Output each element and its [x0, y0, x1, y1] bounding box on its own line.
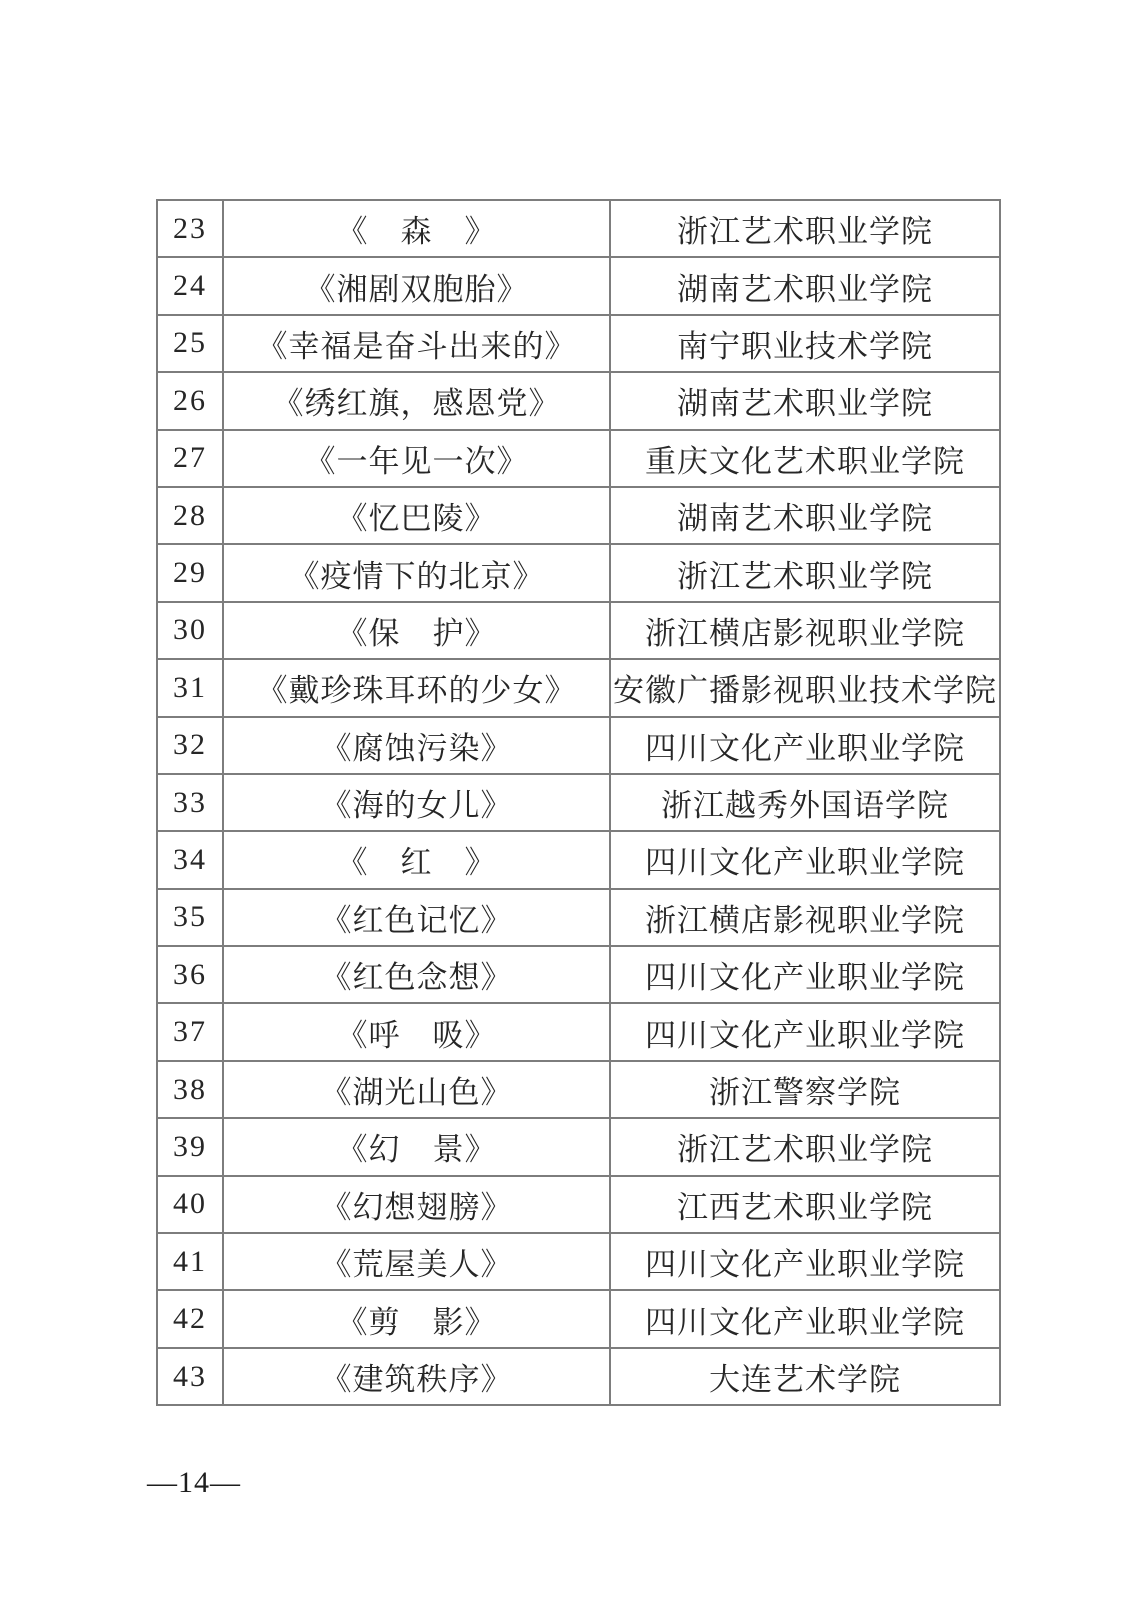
college-name: 湖南艺术职业学院	[610, 372, 1000, 429]
table-row	[157, 602, 1000, 659]
work-title: 《红色念想》	[223, 946, 610, 1003]
row-index: 42	[157, 1290, 223, 1347]
table-row	[157, 487, 1000, 544]
college-name: 浙江艺术职业学院	[610, 200, 1000, 257]
college-name: 江西艺术职业学院	[610, 1176, 1000, 1233]
college-name: 浙江越秀外国语学院	[610, 774, 1000, 831]
work-title: 《海的女儿》	[223, 774, 610, 831]
row-index: 28	[157, 487, 223, 544]
college-name: 四川文化产业职业学院	[610, 1233, 1000, 1290]
table-row	[157, 774, 1000, 831]
college-name: 浙江横店影视职业学院	[610, 889, 1000, 946]
row-index: 30	[157, 602, 223, 659]
table-row	[157, 200, 1000, 257]
table-row	[157, 889, 1000, 946]
college-name: 南宁职业技术学院	[610, 315, 1000, 372]
table-row	[157, 1003, 1000, 1060]
work-title: 《绣红旗，感恩党》	[223, 372, 610, 429]
table-row	[157, 717, 1000, 774]
work-title: 《呼 吸》	[223, 1003, 610, 1060]
row-index: 26	[157, 372, 223, 429]
table-row	[157, 1348, 1000, 1405]
table-row	[157, 946, 1000, 1003]
table-row	[157, 430, 1000, 487]
row-index: 27	[157, 430, 223, 487]
college-name: 四川文化产业职业学院	[610, 717, 1000, 774]
table-row	[157, 315, 1000, 372]
row-index: 40	[157, 1176, 223, 1233]
work-title: 《腐蚀污染》	[223, 717, 610, 774]
college-name: 浙江艺术职业学院	[610, 544, 1000, 601]
row-index: 33	[157, 774, 223, 831]
works-table	[156, 199, 1001, 1406]
table-row	[157, 659, 1000, 716]
college-name: 大连艺术学院	[610, 1348, 1000, 1405]
row-index: 39	[157, 1118, 223, 1175]
row-index: 35	[157, 889, 223, 946]
table-row	[157, 1176, 1000, 1233]
college-name: 四川文化产业职业学院	[610, 1003, 1000, 1060]
table-row	[157, 1290, 1000, 1347]
row-index: 23	[157, 200, 223, 257]
table-row	[157, 372, 1000, 429]
row-index: 24	[157, 257, 223, 314]
work-title: 《戴珍珠耳环的少女》	[223, 659, 610, 716]
table-row	[157, 1233, 1000, 1290]
row-index: 34	[157, 831, 223, 888]
row-index: 36	[157, 946, 223, 1003]
table-row	[157, 1061, 1000, 1118]
college-name: 四川文化产业职业学院	[610, 946, 1000, 1003]
work-title: 《建筑秩序》	[223, 1348, 610, 1405]
college-name: 湖南艺术职业学院	[610, 487, 1000, 544]
college-name: 浙江警察学院	[610, 1061, 1000, 1118]
college-name: 四川文化产业职业学院	[610, 831, 1000, 888]
row-index: 25	[157, 315, 223, 372]
page-number: —14—	[147, 1466, 241, 1499]
work-title: 《忆巴陵》	[223, 487, 610, 544]
table-row	[157, 1118, 1000, 1175]
college-name: 湖南艺术职业学院	[610, 257, 1000, 314]
work-title: 《保 护》	[223, 602, 610, 659]
row-index: 31	[157, 659, 223, 716]
college-name: 浙江艺术职业学院	[610, 1118, 1000, 1175]
work-title: 《幻想翅膀》	[223, 1176, 610, 1233]
row-index: 38	[157, 1061, 223, 1118]
work-title: 《剪 影》	[223, 1290, 610, 1347]
table-row	[157, 544, 1000, 601]
work-title: 《湖光山色》	[223, 1061, 610, 1118]
row-index: 43	[157, 1348, 223, 1405]
table-row	[157, 257, 1000, 314]
college-name: 重庆文化艺术职业学院	[610, 430, 1000, 487]
row-index: 29	[157, 544, 223, 601]
row-index: 37	[157, 1003, 223, 1060]
table-row	[157, 831, 1000, 888]
college-name: 浙江横店影视职业学院	[610, 602, 1000, 659]
college-name: 安徽广播影视职业技术学院	[610, 659, 1000, 716]
works-table-body	[157, 200, 1000, 1405]
work-title: 《一年见一次》	[223, 430, 610, 487]
work-title: 《幻 景》	[223, 1118, 610, 1175]
row-index: 41	[157, 1233, 223, 1290]
work-title: 《 红 》	[223, 831, 610, 888]
work-title: 《荒屋美人》	[223, 1233, 610, 1290]
college-name: 四川文化产业职业学院	[610, 1290, 1000, 1347]
work-title: 《红色记忆》	[223, 889, 610, 946]
row-index: 32	[157, 717, 223, 774]
work-title: 《幸福是奋斗出来的》	[223, 315, 610, 372]
work-title: 《疫情下的北京》	[223, 544, 610, 601]
work-title: 《 森 》	[223, 200, 610, 257]
work-title: 《湘剧双胞胎》	[223, 257, 610, 314]
